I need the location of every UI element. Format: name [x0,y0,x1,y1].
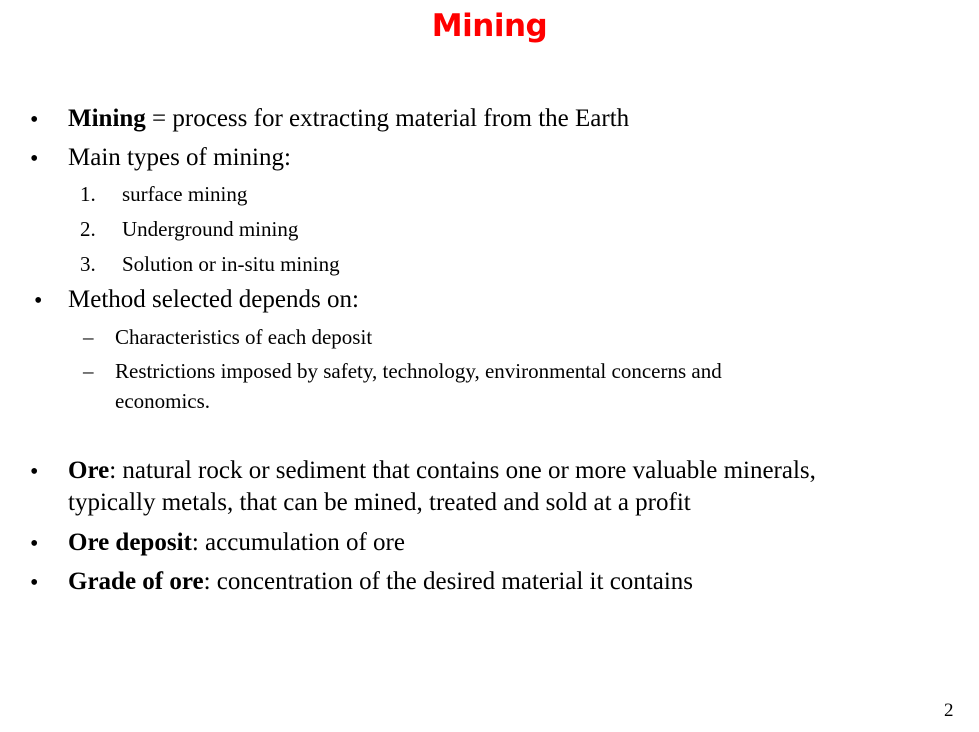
ore-deposit-text: : accumulation of ore [191,529,405,556]
term-ore: Ore [68,457,110,484]
bullet-ore-continued: typically metals, that can be mined, treated and sold at a profit [68,489,691,516]
list-number: 2. [80,217,96,241]
list-item-surface-mining: surface mining [122,182,248,206]
list-item-characteristics: Characteristics of each deposit [115,325,373,349]
dash-icon: – [83,359,94,383]
list-item-restrictions: Restrictions imposed by safety, technology, environmental concerns and [115,359,722,383]
bullet-ore-deposit [68,528,405,558]
list-number: 1. [80,182,96,206]
list-item-underground-mining: Underground mining [122,217,299,241]
bullet-icon: • [30,459,39,485]
list-item-solution-mining: Solution or in-situ mining [122,252,340,276]
list-number: 3. [80,252,96,276]
list-item-restrictions-continued: economics. [115,389,211,413]
bullet-method-selected: Method selected depends on: [68,286,359,313]
bullet-ore [68,456,816,486]
mining-definition-text: = process for extracting material from the Earth [145,105,630,132]
bullet-main-types: Main types of mining: [68,144,291,171]
bullet-icon: • [30,570,39,596]
bullet-icon: • [34,288,43,314]
term-grade-of-ore: Grade of ore [68,568,204,595]
ore-definition-text: : natural rock or sediment that contains one or more valuable minerals, [109,457,816,484]
grade-of-ore-text: : concentration of the desired material it contains [203,568,694,595]
bullet-grade-of-ore [68,567,693,597]
bullet-mining-definition [68,104,629,134]
bullet-icon: • [30,146,39,172]
term-mining: Mining [68,105,146,132]
slide-title: Mining [431,8,548,44]
bullet-icon: • [30,531,39,557]
term-ore-deposit: Ore deposit [68,529,192,556]
page-number: 2 [944,700,954,721]
bullet-icon: • [30,107,39,133]
dash-icon: – [83,325,94,349]
